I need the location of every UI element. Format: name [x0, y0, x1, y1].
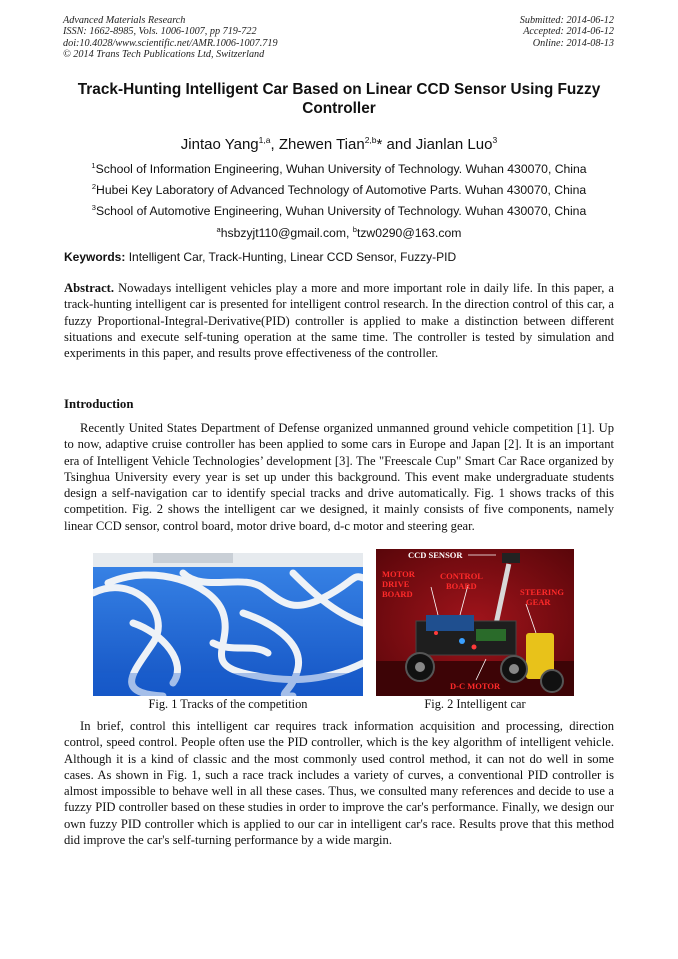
- affiliation-3: [40, 200, 638, 219]
- author-sup: 2,b: [364, 135, 377, 145]
- journal-header-right: [520, 15, 614, 49]
- affiliation-1: [40, 158, 638, 177]
- affiliation-sup: 2: [91, 182, 97, 191]
- label-motor-drive-3: BOARD: [382, 589, 413, 599]
- intro-paragraph-2: In brief, control this intelligent car requires track information acquisition and processing, direction control, speed control. People often use the PID controller, which is the key algorithm of intelligent vehicle. Although it is a kind of classic and the most commonly used control method, it can not do well in some cases. As shown in Fig. 1, such a race track includes a variety of curves, a conventional PID controller is almost impossible to behave well in all these cases. Thus, we consulted many references and decide to use a fuzzy PID controller based on these studies in order to improve the car's performance. Finally, we design our own fuzzy PID controller which is applied to our car in intelligent car's race. Results prove that this method did improve the car's self-turning performance by a wide margin.: [64, 719, 614, 848]
- abstract: [64, 280, 614, 361]
- label-steering-gear-1: STEERING: [520, 587, 564, 597]
- journal-header-left: [63, 15, 278, 61]
- author-list: [40, 130, 638, 155]
- label-motor-drive-2: DRIVE: [382, 579, 410, 589]
- author-sup: 1,a: [258, 135, 271, 145]
- journal-name: Advanced Materials Research: [63, 15, 186, 26]
- label-control-board-2: BOARD: [446, 581, 477, 591]
- affiliation-sup: 3: [91, 203, 96, 212]
- track-illustration: [93, 553, 363, 696]
- car-illustration: [376, 549, 574, 696]
- affiliation-text: School of Automotive Engineering, Wuhan University of Technology. Wuhan 430070, China: [95, 204, 587, 219]
- keywords: [64, 250, 624, 265]
- author-name: Jintao Yang: [180, 136, 259, 153]
- email-sup: a: [216, 225, 221, 234]
- author-separator: * and: [376, 136, 416, 153]
- doi-line: doi:10.4028/www.scientific.net/AMR.1006-1007.719: [63, 37, 278, 49]
- figure-1-track-photo: [93, 553, 363, 696]
- email-a[interactable]: hsbzyjt110@gmail.com: [220, 226, 346, 241]
- label-steering-gear-2: GEAR: [526, 597, 551, 607]
- keywords-label: Keywords:: [64, 250, 126, 264]
- submitted-date: Submitted: 2014-06-12: [519, 15, 614, 26]
- abstract-text: Nowadays intelligent vehicles play a more and more important role in daily life. In this paper, a track-hunting intelligent car is presented for intelligent control research. In the direction control of this car, a fuzzy Proportional-Integral-Derivative(PID) controller is applied to make a distinction between different situations and execute self-tuning operation at the same time. The controller is tested by simulation and experiments in this paper, and results prove effectiveness of the controller.: [64, 281, 614, 361]
- author-separator: ,: [270, 136, 279, 153]
- email-line: [40, 222, 638, 241]
- online-date: Online: 2014-08-13: [532, 37, 614, 49]
- affiliation-sup: 1: [91, 161, 96, 170]
- email-sup: b: [352, 225, 357, 234]
- affiliation-text: Hubei Key Laboratory of Advanced Technology of Automotive Parts. Wuhan 430070, China: [96, 183, 587, 198]
- label-ccd-sensor: CCD SENSOR: [408, 550, 463, 560]
- keywords-text: Intelligent Car, Track-Hunting, Linear CCD Sensor, Fuzzy-PID: [125, 250, 457, 264]
- intro-paragraph-1: Recently United States Department of Defense organized unmanned ground vehicle competition [1]. Up to now, adaptive cruise controller has been applied to some cars in Europe and Japan [2]. It is an important era of Intelligent Vehicle Technologies’ development [3]. The "Freescale Cup" Smart Car Race organized by Tsinghua University every year is set up under this background. This event make undergraduate students design a self-navigation car to identify special tracks and drive automatically. Fig. 1 shows tracks of this competition. Fig. 2 shows the intelligent car we designed, it mainly consists of five components, namely linear CCD sensor, control board, motor drive board, d-c motor and steering gear.: [64, 421, 614, 533]
- section-heading: Introduction: [64, 397, 134, 411]
- email-b[interactable]: tzw0290@163.com: [356, 226, 462, 241]
- paper-title: Track-Hunting Intelligent Car Based on Linear CCD Sensor Using Fuzzy Controller: [77, 81, 601, 117]
- abstract-label: Abstract.: [64, 281, 115, 295]
- figure-2-car-photo: [376, 549, 574, 696]
- email-separator: ,: [345, 226, 353, 241]
- figure-2-caption: Fig. 2 Intelligent car: [424, 697, 526, 711]
- label-motor-drive-1: MOTOR: [382, 569, 415, 579]
- author-name: Zhewen Tian: [278, 136, 365, 153]
- label-dc-motor: D-C MOTOR: [450, 681, 501, 691]
- accepted-date: Accepted: 2014-06-12: [523, 26, 614, 38]
- issn-line: ISSN: 1662-8985, Vols. 1006-1007, pp 719-722: [63, 26, 257, 38]
- affiliation-2: [40, 179, 638, 198]
- author-name: Jianlan Luo: [415, 136, 493, 153]
- label-control-board-1: CONTROL: [440, 571, 483, 581]
- affiliation-text: School of Information Engineering, Wuhan University of Technology. Wuhan 430070, China: [95, 162, 587, 177]
- author-sup: 3: [492, 135, 498, 145]
- figure-1-caption: Fig. 1 Tracks of the competition: [148, 697, 308, 711]
- copyright-line: © 2014 Trans Tech Publications Ltd, Switzerland: [63, 49, 265, 61]
